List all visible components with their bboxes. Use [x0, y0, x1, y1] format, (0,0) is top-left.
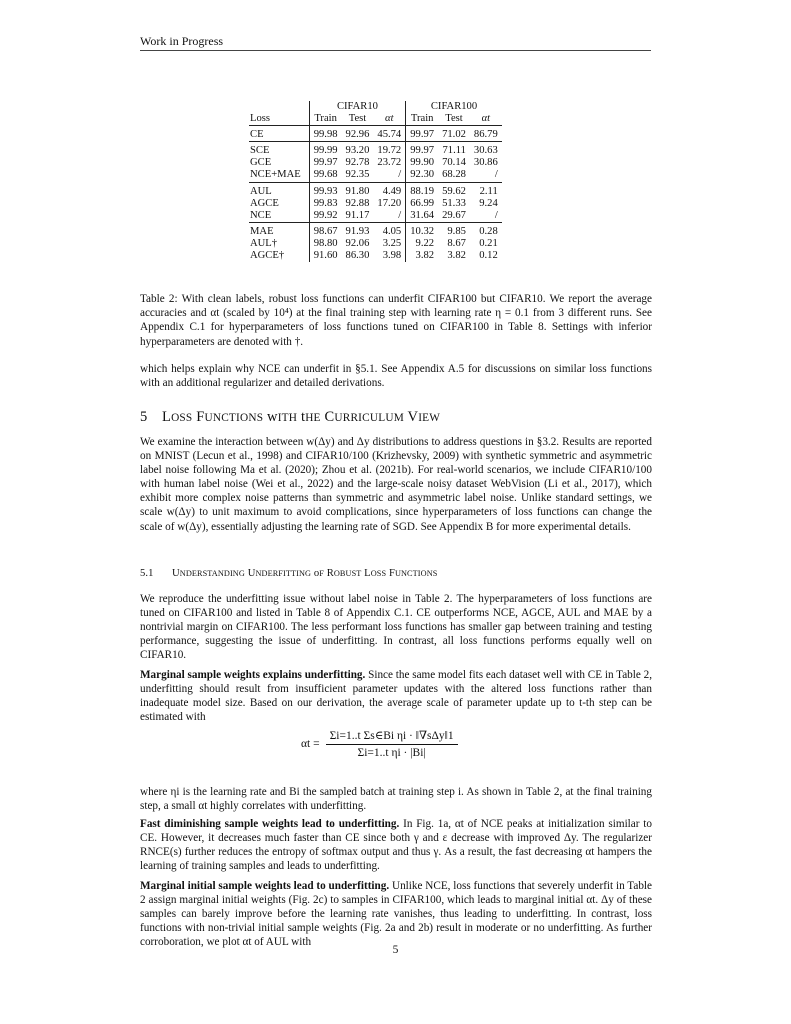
table-cell: AUL†	[250, 237, 278, 249]
table-cell: 3.82	[406, 250, 438, 262]
paragraph-lead: Marginal initial sample weights lead to underfitting.	[140, 880, 390, 892]
table-cell: 99.93	[309, 186, 341, 198]
table-cell: 9.22	[406, 238, 438, 250]
table-row	[249, 157, 502, 169]
table-row	[249, 145, 502, 157]
table-column-header: αt	[373, 113, 405, 126]
table-cell: NCE	[249, 210, 309, 223]
paragraph-text	[140, 817, 652, 873]
table-column-header: Train	[406, 113, 438, 126]
table-cell: 2.11	[479, 185, 498, 197]
section-title: LOSS FUNCTIONS wITH tHE CURRICULUM VIEW	[162, 409, 441, 425]
table-cell: 3.98	[382, 250, 402, 262]
table-cell: 17.20	[377, 197, 402, 209]
table-row	[249, 169, 502, 182]
table-column-header: Loss	[249, 113, 309, 126]
subsection-paragraph-4	[140, 817, 652, 873]
table-caption: Table 2: With clean labels, robust loss functions can underfit CIFAR100 but CIFAR10. We report the average accuracies and αt (scaled by 10⁴) at the final training step with learning rate η = 0.1 from 3 different runs. See Appendix C.1 for hyperparameters of loss functions tuned on CIFAR100 in Table 8. Settings with inferior hyperparameters are denoted with †.	[140, 293, 652, 348]
table-cell: 99.99	[309, 145, 341, 157]
table-cell: 66.99	[406, 198, 438, 210]
table-column-header: Train	[309, 113, 341, 126]
table-cell: 86.30	[345, 250, 370, 262]
table-cell: 92.35	[342, 169, 374, 182]
table-cell: 92.06	[345, 237, 370, 249]
table-cell: AGCE†	[250, 250, 285, 262]
table-column-header: αt	[470, 113, 502, 126]
table-cell: SCE	[250, 145, 270, 157]
table-cell: NCE+MAE	[249, 169, 309, 182]
table-cell: 3.82	[447, 250, 466, 262]
subsection-paragraph-3	[140, 785, 652, 813]
paragraph-text	[140, 879, 652, 949]
table-cell: 68.28	[438, 169, 470, 182]
table-cell: 99.92	[309, 210, 341, 223]
table-cell: /	[373, 210, 405, 223]
table-cell: 31.64	[406, 210, 438, 223]
table-cell: 9.85	[447, 225, 466, 237]
running-header: Work in Progress	[140, 34, 224, 48]
table-row	[249, 186, 502, 198]
table-cell: 10.32	[406, 226, 438, 238]
subsection-paragraph-5	[140, 879, 652, 949]
table-cell: 92.30	[406, 169, 438, 182]
table-cell: 99.90	[406, 157, 438, 169]
table-cell: 9.24	[479, 197, 498, 209]
table-cell: /	[470, 169, 502, 182]
section-paragraph	[140, 435, 652, 534]
table-column-header-row	[249, 113, 502, 126]
table-cell: 99.97	[406, 129, 438, 142]
table-cell: 8.67	[447, 237, 466, 249]
results-table	[249, 101, 502, 262]
table-group-header: CIFAR100	[406, 101, 502, 113]
table-cell: 4.49	[382, 185, 402, 197]
table-cell: 71.02	[438, 129, 470, 142]
subsection-paragraph-2	[140, 668, 652, 724]
table-cell: 70.14	[442, 157, 466, 169]
table-cell: 92.78	[345, 157, 370, 169]
table-cell: 99.97	[406, 145, 438, 157]
table-row	[249, 226, 502, 238]
paragraph-lead: Fast diminishing sample weights lead to underfitting.	[140, 818, 400, 830]
table-cell: 0.12	[479, 250, 498, 262]
table-cell: 23.72	[377, 157, 402, 169]
table-row	[249, 210, 502, 223]
table-cell: 92.88	[345, 197, 370, 209]
table-row	[249, 129, 502, 142]
table-column-header: Test	[438, 113, 470, 126]
table-cell: 99.98	[309, 129, 341, 142]
table-cell: MAE	[250, 225, 274, 237]
paragraph-text: We reproduce the underfitting issue without label noise in Table 2. The hyperparameters of loss functions are tuned on CIFAR100 and listed in Table 8 of Appendix C.1. CE outperforms NCE, AGCE, AUL and MAE by a nontrivial margin on CIFAR100. The less performant loss functions has smaller gap between training and testing performance, suggesting the issue of underfitting. In contrast, all loss functions performs equally well on CIFAR10.	[140, 593, 652, 662]
table-cell: 19.72	[377, 145, 402, 157]
equation-lhs: αt =	[301, 737, 320, 750]
table-cell: 51.33	[442, 197, 466, 209]
paragraph-text	[140, 668, 652, 724]
table-column-header: Test	[342, 113, 374, 126]
table-cell: 91.60	[309, 250, 341, 262]
table-cell: /	[373, 169, 405, 182]
table-cell: 3.25	[382, 237, 402, 249]
table-cell: 99.97	[309, 157, 341, 169]
table-row	[249, 238, 502, 250]
table-cell: 88.19	[406, 186, 438, 198]
table-cell: 91.17	[342, 210, 374, 223]
table-cell: 59.62	[442, 185, 466, 197]
paragraph-body: Since the same model fits each dataset well with CE in Table 2, underfitting should result from insufficient parameter updates with the altered loss functions rather than inadequate model size. Based on our derivation, the average scale of parameter update up to t-th step can be estimated with	[140, 669, 653, 724]
table-cell: AUL	[250, 185, 272, 197]
subsection-number: 5.1	[140, 568, 154, 579]
table-cell: 30.63	[473, 145, 498, 157]
table-cell: 0.21	[479, 237, 498, 249]
table-cell: 86.79	[470, 129, 502, 142]
table-cell: 98.80	[309, 238, 341, 250]
table-cell: /	[470, 210, 502, 223]
paragraph-body: In Fig. 1a, αt of NCE peaks at initialization similar to CE. However, it decreases much faster than CE since both γ and ε decrease with improved Δy. The regularizer RNCE(s) further reduces the entropy of softmax output and thus γ. As a result, the fast decreasing αt hampers the learning of training samples and leads to underfitting.	[140, 818, 652, 873]
table-cell: 99.83	[309, 198, 341, 210]
equation-numerator: Σi=1..t Σs∈Bi ηi · ‖∇sΔy‖1	[326, 728, 458, 745]
equation-denominator: Σi=1..t ηi · |Bi|	[357, 747, 426, 759]
table-cell: AGCE	[250, 197, 279, 209]
paragraph-text: where ηi is the learning rate and Bi the sampled batch at training step i. As shown in Table 2, at the final training step, a small αt highly correlates with underfitting.	[140, 786, 652, 813]
section-number: 5	[140, 409, 148, 425]
subsection-title: UNDERSTANDING UNDERFITTING oF ROBUST LOSS FUNCTIONS	[172, 568, 438, 579]
table-cell: 30.86	[473, 157, 498, 169]
subsection-heading	[140, 568, 437, 579]
table-cell: CE	[249, 129, 309, 142]
table-cell: 45.74	[373, 129, 405, 142]
subsection-paragraph-1	[140, 592, 652, 662]
section-paragraph-text: We examine the interaction between w(Δy) and Δy distributions to address questions in §3.2. Results are reported on MNIST (Lecun et al., 1998) and CIFAR10/100 (Krizhevsky, 2009) with synthetic symmetric and asymmetric label noise following Ma et al. (2020); Zhou et al. (2021b). For real-world scenarios, we include CIFAR10/100 with human label noise (Wei et al., 2022) and the large-scale noisy dataset WebVision (Li et al., 2017), which exhibit more complex noise patterns than symmetric and asymmetric label noise. Unlike standard settings, we scale w(Δy) to unit maximum to avoid complications, since hyperparameters of loss functions can change the scale of w(Δy), essentially adjusting the learning rate of SGD. See Appendix B for more experimental details.	[140, 436, 652, 533]
header-rule	[140, 50, 651, 51]
table-header-cell	[249, 101, 309, 113]
paragraph-body: Unlike NCE, loss functions that severely underfit in Table 2 assign marginal initial weights (Fig. 2c) to samples in CIFAR100, which leads to marginal initial αt. Δy of these samples can barely improve before the learning rate vanishes, thus leading to underfitting. In contrast, loss functions with non-trivial initial sample weights (Fig. 2a and 2b) result in moderate or no underfitting. As further corroboration, we plot αt of AUL with	[140, 880, 652, 949]
page-number: 5	[392, 944, 399, 956]
table-group-header-row	[249, 101, 502, 113]
table-cell: 99.68	[309, 169, 341, 182]
table-group-header: CIFAR10	[309, 101, 406, 113]
table-cell: 91.80	[345, 185, 370, 197]
table-row	[249, 198, 502, 210]
table-cell: 29.67	[438, 210, 470, 223]
table-row	[249, 250, 502, 262]
table-cell: 98.67	[309, 226, 341, 238]
section-heading	[140, 409, 440, 426]
paragraph-text: which helps explain why NCE can underfit in §5.1. See Appendix A.5 for discussions on similar loss functions with an additional regularizer and detailed derivations.	[140, 363, 652, 390]
alpha-equation	[300, 728, 458, 759]
table-cell: 0.28	[479, 225, 498, 237]
table-cell: 4.05	[382, 225, 402, 237]
table-cell: GCE	[250, 157, 272, 169]
paragraph-lead: Marginal sample weights explains underfitting.	[140, 669, 366, 681]
table-cell: 91.93	[345, 225, 370, 237]
table-cell: 93.20	[345, 145, 370, 157]
table-cell: 92.96	[342, 129, 374, 142]
table-cell: 71.11	[442, 145, 466, 157]
paragraph-after-caption	[140, 362, 652, 390]
